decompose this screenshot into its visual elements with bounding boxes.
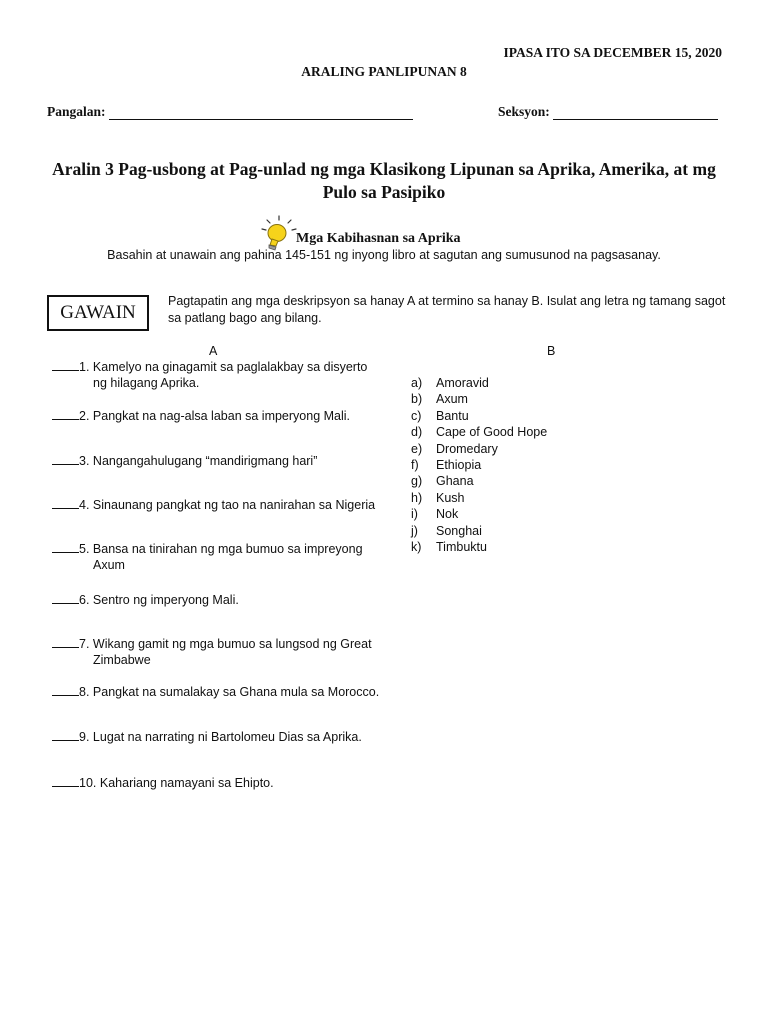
answer-blank[interactable] (52, 775, 79, 787)
question-item (52, 359, 382, 391)
choice-term: Bantu (436, 408, 469, 423)
answer-blank[interactable] (52, 684, 79, 696)
question-text-cont: Zimbabwe (93, 653, 151, 667)
question-text: Wikang gamit ng mga bumuo sa lungsod ng Great (92, 637, 372, 651)
answer-blank[interactable] (52, 453, 79, 465)
choice-item (411, 457, 547, 473)
question-number: 1. (79, 360, 90, 374)
question-text: Lugat na narrating ni Bartolomeu Dias sa Aprika. (92, 730, 362, 744)
question-number: 10. (79, 776, 97, 790)
choice-term: Kush (436, 490, 465, 505)
question-number: 6. (79, 593, 90, 607)
answer-blank[interactable] (52, 541, 79, 553)
choice-term: Dromedary (436, 441, 498, 456)
choice-letter: d) (411, 425, 423, 440)
choice-item (411, 490, 547, 506)
answer-blank[interactable] (52, 636, 79, 648)
choice-term: Amoravid (436, 376, 489, 390)
column-a-header: A (209, 344, 218, 358)
question-number: 7. (79, 637, 90, 651)
answer-blank[interactable] (52, 592, 79, 604)
choice-term: Cape of Good Hope (436, 425, 548, 440)
choice-item (411, 375, 547, 391)
question-text: Kahariang namayani sa Ehipto. (99, 776, 274, 790)
choice-item (411, 506, 547, 522)
choice-letter: i) (411, 507, 418, 522)
question-number: 9. (79, 730, 90, 744)
question-number: 3. (79, 454, 90, 468)
choice-item (411, 441, 547, 457)
question-item (52, 775, 382, 791)
answer-blank[interactable] (52, 497, 79, 509)
choice-item (411, 539, 547, 555)
choice-item (411, 408, 547, 424)
question-number: 8. (79, 685, 90, 699)
question-item (52, 636, 382, 668)
choice-letter: b) (411, 392, 423, 407)
choice-term: Nok (436, 507, 459, 522)
choice-letter: h) (411, 490, 423, 505)
choice-letter: g) (411, 474, 423, 489)
choice-term: Axum (436, 392, 468, 407)
question-text: Sentro ng imperyong Mali. (92, 593, 239, 607)
question-number: 4. (79, 498, 90, 512)
choice-term: Ethiopia (436, 458, 482, 473)
section-field (498, 104, 718, 120)
question-number: 5. (79, 542, 90, 556)
reading-instruction: Basahin at unawain ang pahina 145-151 ng inyong libro at sagutan ang sumusunod na pagsasanay. (107, 248, 661, 262)
choice-letter: c) (411, 408, 422, 423)
choice-letter: j) (411, 523, 418, 538)
choice-letter: e) (411, 441, 423, 456)
question-item (52, 592, 382, 608)
name-line (109, 107, 413, 120)
question-item (52, 408, 382, 424)
choice-term: Timbuktu (436, 540, 487, 555)
question-text-cont: Axum (93, 558, 125, 572)
choice-item (411, 391, 547, 407)
choice-term: Songhai (436, 523, 482, 538)
section-line (553, 107, 718, 120)
question-text: Pangkat na sumalakay sa Ghana mula sa Morocco. (92, 685, 380, 699)
activity-label: GAWAIN (60, 302, 136, 323)
answer-blank[interactable] (52, 408, 79, 420)
question-item (52, 497, 382, 513)
topic-heading: Mga Kabihasnan sa Aprika (296, 231, 461, 246)
section-label: Seksyon: (498, 104, 550, 119)
question-text: Sinaunang pangkat ng tao na nanirahan sa Nigeria (92, 498, 376, 512)
question-item (52, 684, 382, 700)
column-b-header: B (547, 344, 556, 358)
choice-letter: f) (411, 458, 419, 473)
choice-item (411, 424, 547, 440)
question-text: Nangangahulugang “mandirigmang hari” (92, 454, 318, 468)
answer-blank[interactable] (52, 359, 79, 371)
choice-item (411, 523, 547, 539)
answer-blank[interactable] (52, 729, 79, 741)
choice-letter: k) (411, 540, 422, 555)
question-item (52, 541, 382, 573)
question-text-cont: ng hilagang Aprika. (93, 376, 200, 390)
question-item (52, 453, 382, 469)
lesson-title: Aralin 3 Pag-usbong at Pag-unlad ng mga Klasikong Lipunan sa Aprika, Amerika, at mg Pulo sa Pasipiko (52, 159, 716, 202)
name-label: Pangalan: (47, 104, 106, 119)
name-field (47, 104, 413, 120)
due-date: IPASA ITO SA DECEMBER 15, 2020 (503, 45, 722, 60)
question-text: Bansa na tinirahan ng mga bumuo sa impreyong (92, 542, 363, 556)
choice-list (411, 375, 547, 555)
question-item (52, 729, 382, 745)
choice-letter: a) (411, 376, 423, 390)
question-number: 2. (79, 409, 90, 423)
question-text: Kamelyo na ginagamit sa paglalakbay sa disyerto (92, 360, 368, 374)
question-text: Pangkat na nag-alsa laban sa imperyong Mali. (92, 409, 351, 423)
activity-label-box (47, 295, 149, 331)
subject-title: ARALING PANLIPUNAN 8 (301, 64, 467, 79)
choice-term: Ghana (436, 474, 474, 489)
choice-item (411, 473, 547, 489)
activity-directions: Pagtapatin ang mga deskripsyon sa hanay A at termino sa hanay B. Isulat ang letra ng tamang sagot sa patlang bago ang bilang. (168, 294, 726, 325)
